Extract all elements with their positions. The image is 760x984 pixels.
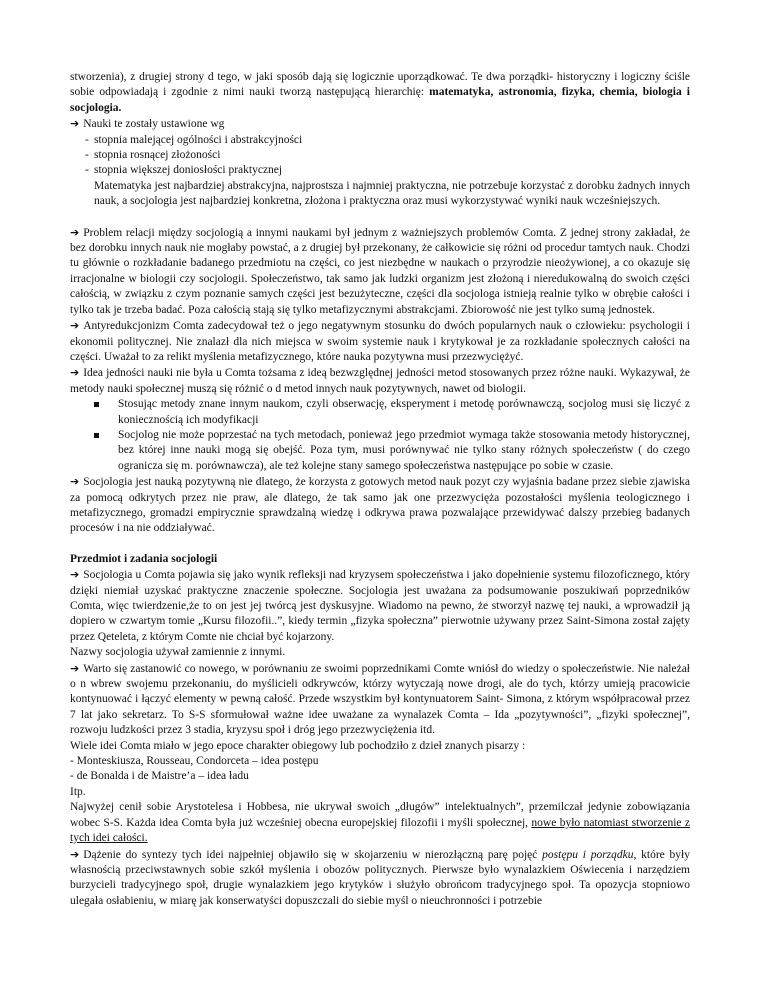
paragraph-origin [70,567,690,645]
paragraph-hierarchy [70,70,690,116]
unity-text: Idea jedności nauki nie była u Comta tożsama z ideą bezwzględnej jedności metod stosowanych przez różne nauki. Wykazywał, że metody nauki społecznej muszą się różnić o d metod innych nauk pozytywnych, nawet od biologii. [70,367,690,395]
synthesis-after: , które były własnością przeciwstawnych sobie szkół myślenia i obozów politycznych. Pierwsze było wynalazkiem Oświecenia i narzędziem burzycieli tradycyjnego społ, drugie wynalazkiem jego krytyków i służyło obrońcom tradycyjnego społ. Ta opozycja stopniowo ulegała osłabieniu, w miarę jak konserwatyści dopuszczali do siebie myśl o nieuchronności i potrzebie [70,848,690,907]
paragraph-ordering [70,116,690,132]
section-heading: Przedmiot i zadania socjologii [70,552,218,565]
spacer [70,210,690,225]
contribution-text: Warto się zastanowić co nowego, w porównaniu ze swoimi poprzednikami Comte wniósł do wiedzy o społeczeństwie. Nie należał o n wbrew swojemu przekonaniu, do myślicieli odkrywców, którzy wytyczają nowe drogi, ale do tych, którzy umieją pracowicie kontynuować i łączyć elementy w pewną całość. Przede wszystkim był kontynuatorem Saint- Simona, z którym współpracował przez 7 lat jako sekretarz. To S-S sformułował ważne idee uważane za wynalazek Comta – Ida „pozytywności”, „fizyki społecznej”, rozwoju ludzkości przez 3 stadia, kryzysu społ i dróg jego przezwyciężenia itd. [70,662,690,737]
source-line-etc: Itp. [70,785,86,798]
paragraph-unity [70,365,690,397]
paragraph-synthesis [70,847,690,910]
document-page [70,70,690,909]
list-item: - stopnia malejącej ogólności i abstrakcyjności [70,133,690,148]
antireductionism-text: Antyredukcjonizm Comta zadecydował też o jego negatywnym stosunku do dwóch popularnych nauk o człowieku: psychologii i ekonomii politycznej. Nie znalazł dla nich miejsca w swoim systemie nauk i krytykował je za rozkładanie społecznych całości na części. Uważał to za relikt myślenia metafizycznego, które nauka pozytywna musi przezwyciężyć. [70,320,690,363]
paragraph-conclusion: Matematyka jest najbardziej abstrakcyjna, najprostsza i najmniej praktyczna, nie potrzebuje korzystać z dorobku żadnych innych nauk, a socjologia jest najbardziej konkretna, złożona i praktyczna oraz musi wykorzystywać wyniki nauk wcześniejszych. [94,179,690,208]
ordering-intro: Nauki te zostały ustawione wg [83,118,225,131]
arrow-icon: ➔ [70,661,80,675]
arrow-icon: ➔ [70,847,80,861]
criteria-list [70,133,690,179]
list-item-text: Socjolog nie może poprzestać na tych metodach, ponieważ jego przedmiot wymaga także stosowania metody historycznej, bez której inne nauki mogą się obejść. Poza tym, musi porównywać nie tylko stany różnych społeczeństw ( do czego ogranicza się m. porównawcza), ale też kolejne stany samego społeczeństwa następujące po sobie w czasie. [118,428,690,472]
arrow-icon: ➔ [70,117,80,131]
methods-list [70,397,690,474]
influences-underlined: nowe było natomiast stworzenie z tych idei całości. [70,816,690,845]
arrow-icon: ➔ [70,319,80,333]
paragraph-influences [70,800,690,846]
synthesis-before: Dążenie do syntezy tych idei najpełniej objawiło się w skojarzeniu w nierozłączną parę pojęć [83,848,543,861]
paragraph-antireductionism [70,318,690,365]
list-item [70,397,690,428]
arrow-icon: ➔ [70,568,80,582]
list-item: - stopnia rosnącej złożoności [70,148,690,163]
source-line-progress: - Monteskiusza, Rousseau, Condorceta – idea postępu [70,755,319,768]
positive-science-text: Socjologia jest nauką pozytywną nie dlatego, że korzysta z gotowych metod nauk pozyt czy wyjaśnia badane przez siebie zjawiska za pomocą odkrytych przez nie praw, ale dlatego, że tak samo jak one przezwycięża pozostałości myślenia teologicznego i metafizycznego, gromadzi empirycznie sprawdzalną wiedzę i odkrywa prawa pozwalające przewidywać dalszy przebieg badanych procesów i na nie oddziaływać. [70,476,690,535]
origin-text: Socjologia u Comta pojawia się jako wynik refleksji nad kryzysem społeczeństwa i jako dopełnienie systemu filozoficznego, który dzięki niemiał uzyskać praktyczne znaczenie społeczne. Socjologia jest uważana za podsumowanie poszukiwań poprzedników Comta, więc twierdzenie,że to on jest jej twórcą jest dyskusyjne. Wiadomo na pewno, że stworzył nazwę tej nauki, a wprowadził ją dopiero w czwartym tomie „Kursu filozofii..”, kiedy termin „fizyka społeczna” pierwotnie używany przez Saint-Simona został zajęty przez Qeteleta, z którym Comte nie chciał być kojarzony. [70,569,690,643]
arrow-icon: ➔ [70,366,80,380]
paragraph-positive-science [70,474,690,537]
list-item-text: Stosując metody znane innym naukom, czyli obserwację, eksperyment i metodę porównawczą, socjolog musi się liczyć z koniecznością ich modyfikacji [118,398,690,426]
influences-text: Najwyżej cenił sobie Arystotelesa i Hobbesa, nie ukrywał swoich „długów” intelektualnych”, przemilczał jedynie zobowiązania wobec S-S. Każda idea Comta była już wcześniej obecna europejskiej filozofii i myśli społecznej, [70,801,690,829]
paragraph-names: Nazwy socjologia używał zamiennie z innymi. [70,646,286,659]
paragraph-sources: Wiele idei Comta miało w jego epoce charakter obiegowy lub pochodziło z dzieł znanych pisarzy : [70,739,526,752]
paragraph-contribution [70,661,690,739]
arrow-icon: ➔ [70,475,80,489]
synthesis-italic: postępu i porządku [542,848,634,861]
spacer [70,537,690,552]
hierarchy-text: stworzenia), z drugiej strony d tego, w jaki sposób dają się logicznie uporządkować. Te dwa porządki- historyczny i logiczny ściśle sobie odpowiadają i zgodnie z nimi nauki tworzą następującą hierarchię: [70,71,690,99]
list-item [70,428,690,474]
arrow-icon: ➔ [70,225,80,239]
source-line-order: - de Bonalda i de Maistre’a – idea ładu [70,770,249,783]
hierarchy-bold: matematyka, astronomia, fizyka, chemia, biologia i socjologia. [70,86,690,114]
paragraph-relations [70,225,690,318]
square-bullet-icon [94,402,99,407]
list-item: - stopnia większej doniosłości praktycznej [70,163,690,178]
relations-text: Problem relacji między socjologią a innymi naukami był jednym z ważniejszych problemów Comta. Z jednej strony zakładał, że bez dorobku innych nauk nie mogłaby powstać, a z drugiej był przekonany, że całkowicie się różni od procedur tamtych nauk. Chodzi tu głównie o rozkładanie badanego przedmiotu na części, co jest niezbędne w naukach o przyrodzie nieożywionej, a co okazuje się irracjonalne w biologii czy socjologii. Społeczeństwo, tak samo jak ludzki organizm jest złożoną i nieredukowalną do swoich części całością, w związku z czym poznanie samych części jest bezużyteczne, części dla socjologa istnieją realnie tylko w obrębie całości i tylko tak je trzeba badać. Poza całością stają się tylko metafizycznymi abstrakcjami. Zbiorowość nie jest tylko sumą jednostek. [70,226,690,316]
square-bullet-icon [94,433,99,438]
